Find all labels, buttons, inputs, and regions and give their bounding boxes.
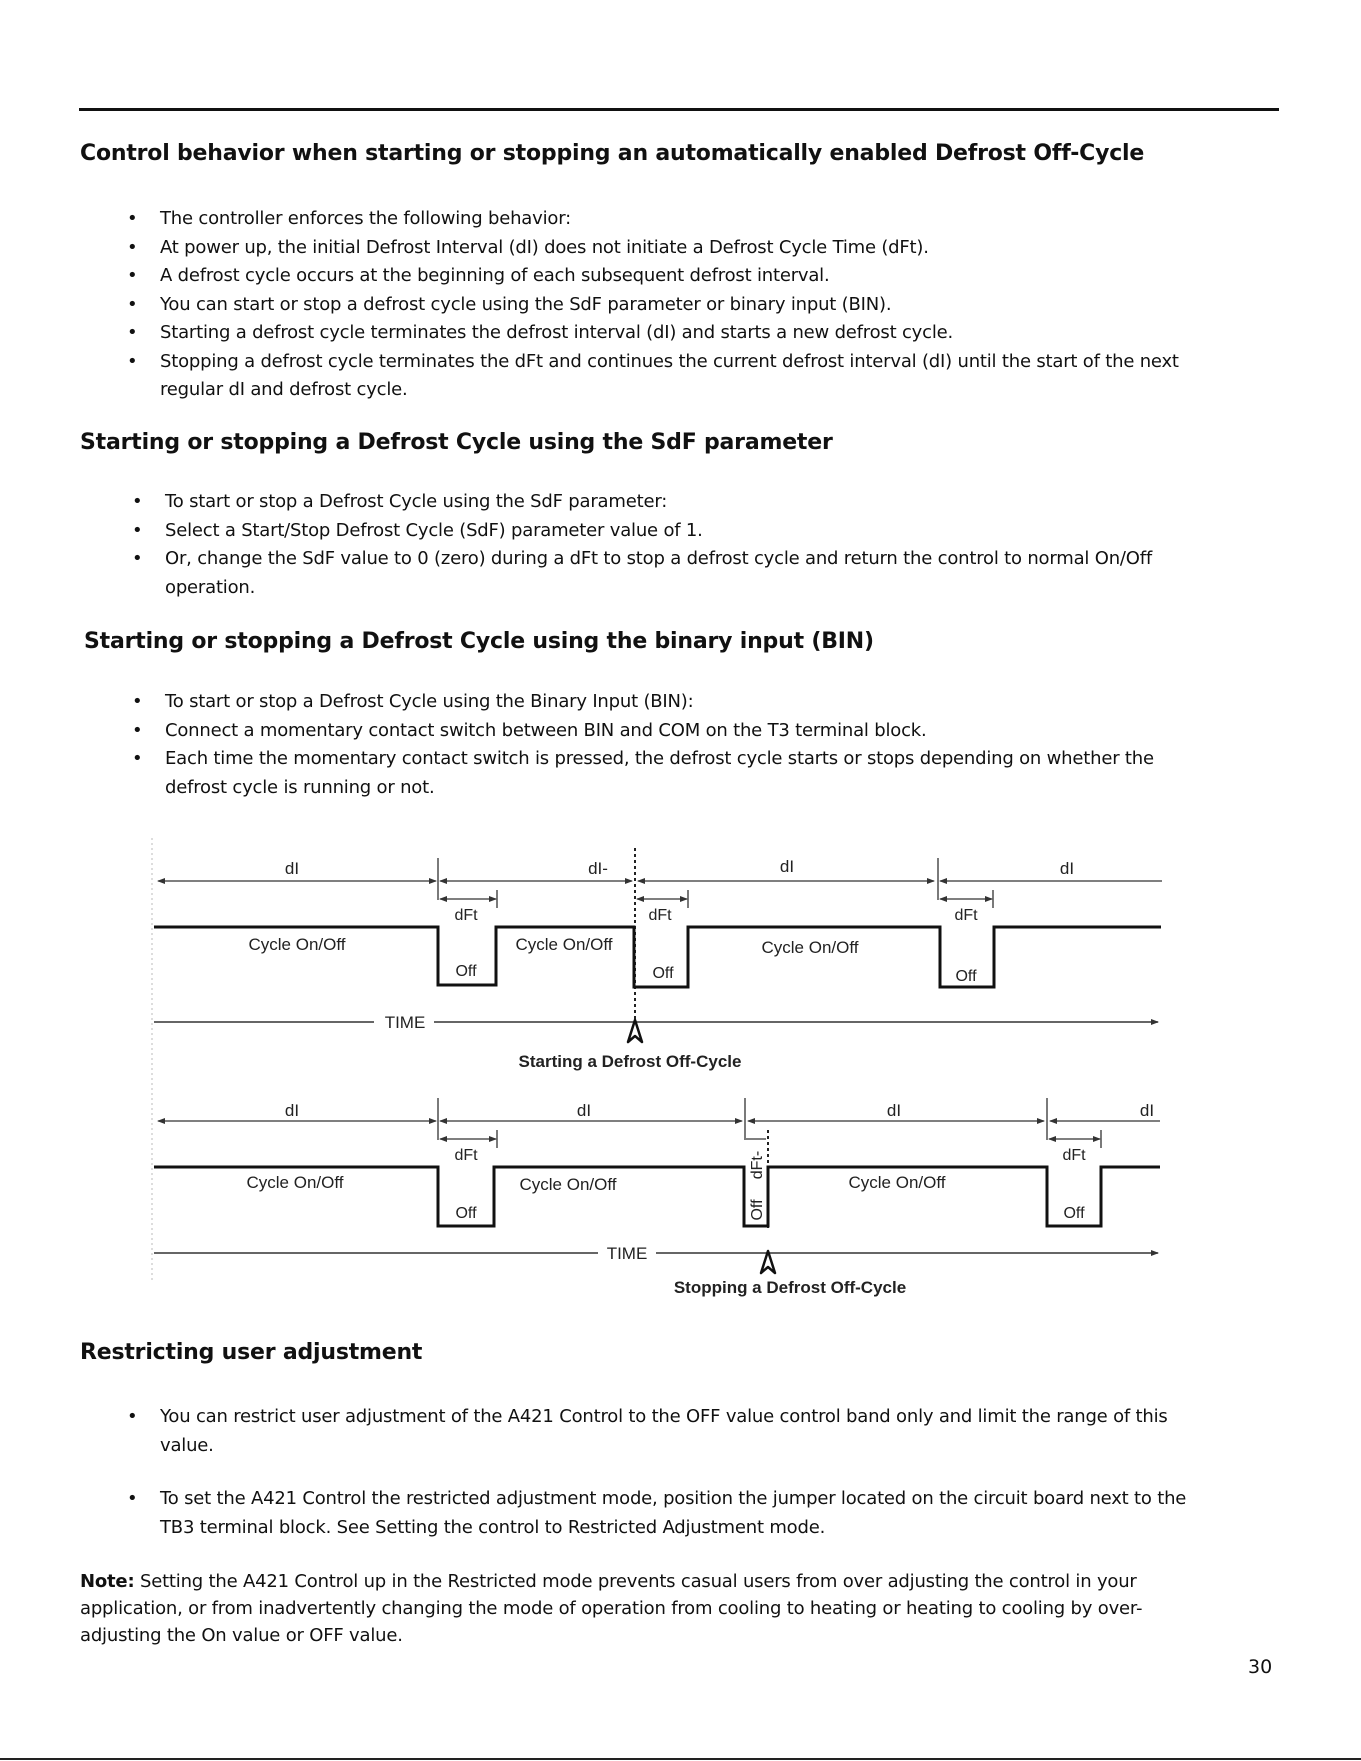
dft-label: dFt	[648, 907, 672, 924]
di-label: dI	[886, 1101, 902, 1120]
off-label: Off	[1063, 1205, 1085, 1222]
list-item: • Each time the momentary contact switch is pressed, the defrost cycle starts or stops depending on whether the	[85, 745, 1154, 774]
bullet-icon: •	[127, 293, 138, 315]
list-item: • Starting a defrost cycle terminates the defrost interval (dI) and starts a new defrost cycle.	[80, 319, 1179, 348]
bullet-icon: •	[132, 748, 143, 769]
list-item: • Or, change the SdF value to 0 (zero) during a dFt to stop a defrost cycle and return the control to normal On/Off	[85, 545, 1152, 574]
bullet-list-restrict-1	[80, 1403, 1168, 1460]
off-label: Off	[652, 965, 674, 982]
off-label: Off	[455, 963, 477, 980]
section-heading-sdf-parameter: Starting or stopping a Defrost Cycle using the SdF parameter	[80, 430, 833, 455]
list-item: • A defrost cycle occurs at the beginning of each subsequent defrost interval.	[80, 262, 1179, 291]
cycle-label: Cycle On/Off	[246, 1173, 344, 1192]
diagram-caption: Stopping a Defrost Off-Cycle	[673, 1278, 907, 1297]
di-label: dI	[576, 1101, 592, 1120]
starting-defrost-diagram	[154, 848, 1162, 1071]
off-label-rotated: Off	[749, 1199, 766, 1221]
dft-label: dFt	[954, 907, 978, 924]
di-label: dI	[284, 1101, 300, 1120]
bullet-list-restrict-2	[80, 1485, 1186, 1542]
bullet-icon: •	[127, 322, 138, 343]
cycle-label: Cycle On/Off	[848, 1173, 946, 1192]
bullet-icon: •	[127, 265, 138, 286]
bullet-icon: •	[132, 691, 143, 712]
dft-label: dFt	[454, 1147, 478, 1164]
list-item: • Connect a momentary contact switch between BIN and COM on the T3 terminal block.	[85, 717, 1154, 746]
list-item-continuation: operation.	[165, 576, 256, 598]
list-item-continuation: defrost cycle is running or not.	[165, 776, 435, 798]
trigger-arrow-icon	[628, 1020, 642, 1042]
bullet-icon: •	[127, 1406, 138, 1427]
di-label: dI	[284, 859, 300, 878]
list-item: • To start or stop a Defrost Cycle using the Binary Input (BIN):	[85, 688, 1154, 717]
bullet-icon: •	[132, 548, 143, 569]
note-paragraph	[80, 1568, 1280, 1649]
list-item: • The controller enforces the following behavior:	[80, 205, 1179, 234]
trigger-arrow-icon	[761, 1251, 775, 1273]
cycle-label: Cycle On/Off	[515, 935, 613, 954]
dft-label-rotated: dFt-	[749, 1150, 766, 1180]
section-heading-restricting: Restricting user adjustment	[80, 1340, 423, 1365]
bullet-icon: •	[127, 236, 138, 258]
time-label: TIME	[384, 1013, 426, 1032]
time-label: TIME	[606, 1244, 648, 1263]
bullet-icon: •	[132, 719, 143, 741]
list-item: • At power up, the initial Defrost Interval (dI) does not initiate a Defrost Cycle Time (dFt).	[80, 234, 1179, 263]
cycle-label: Cycle On/Off	[761, 938, 859, 957]
list-item-continuation: value.	[160, 1434, 214, 1456]
cycle-label: Cycle On/Off	[248, 935, 346, 954]
list-item-continuation: regular dI and defrost cycle.	[160, 379, 408, 400]
list-item: • To start or stop a Defrost Cycle using the SdF parameter:	[85, 488, 1152, 517]
stopping-defrost-diagram	[154, 1098, 1160, 1297]
di-label: dI	[779, 857, 795, 876]
note-text: Setting the A421 Control up in the Restricted mode prevents casual users from over adjusting the control in your	[134, 1571, 1137, 1592]
off-label: Off	[455, 1205, 477, 1222]
page-number: 30	[1248, 1656, 1273, 1678]
section-heading-binary-input: Starting or stopping a Defrost Cycle using the binary input (BIN)	[84, 629, 874, 654]
list-item: • Stopping a defrost cycle terminates the dFt and continues the current defrost interval (dI) until the start of the next	[80, 348, 1179, 377]
list-item: • You can restrict user adjustment of the A421 Control to the OFF value control band only and limit the range of this	[80, 1403, 1168, 1432]
bullet-icon: •	[132, 491, 143, 512]
dft-label: dFt	[1062, 1147, 1086, 1164]
cycle-label: Cycle On/Off	[519, 1175, 617, 1194]
di-label: dI	[1139, 1101, 1155, 1120]
list-item: • Select a Start/Stop Defrost Cycle (SdF) parameter value of 1.	[85, 517, 1152, 546]
bullet-icon: •	[127, 208, 138, 229]
list-item: • You can start or stop a defrost cycle using the SdF parameter or binary input (BIN).	[80, 291, 1179, 320]
bullet-icon: •	[127, 350, 138, 372]
list-item-continuation: TB3 terminal block. See Setting the control to Restricted Adjustment mode.	[160, 1516, 826, 1538]
di-label: dI-	[588, 859, 608, 878]
diagram-caption: Starting a Defrost Off-Cycle	[518, 1052, 742, 1071]
dft-label: dFt	[454, 907, 478, 924]
off-label: Off	[955, 968, 977, 985]
section-heading-defrost-behavior: Control behavior when starting or stopping an automatically enabled Defrost Off-Cycle	[80, 141, 1145, 166]
note-text: adjusting the On value or OFF value.	[80, 1625, 403, 1646]
bullet-icon: •	[127, 1488, 138, 1509]
note-text: application, or from inadvertently changing the mode of operation from cooling to heating or heating to cooling by over-	[80, 1598, 1143, 1619]
di-label: dI	[1059, 859, 1075, 878]
note-label: Note:	[80, 1571, 135, 1592]
bullet-icon: •	[132, 519, 143, 541]
footer-rule	[0, 1758, 1361, 1760]
list-item: • To set the A421 Control the restricted adjustment mode, position the jumper located on the circuit board next to the	[80, 1485, 1186, 1514]
